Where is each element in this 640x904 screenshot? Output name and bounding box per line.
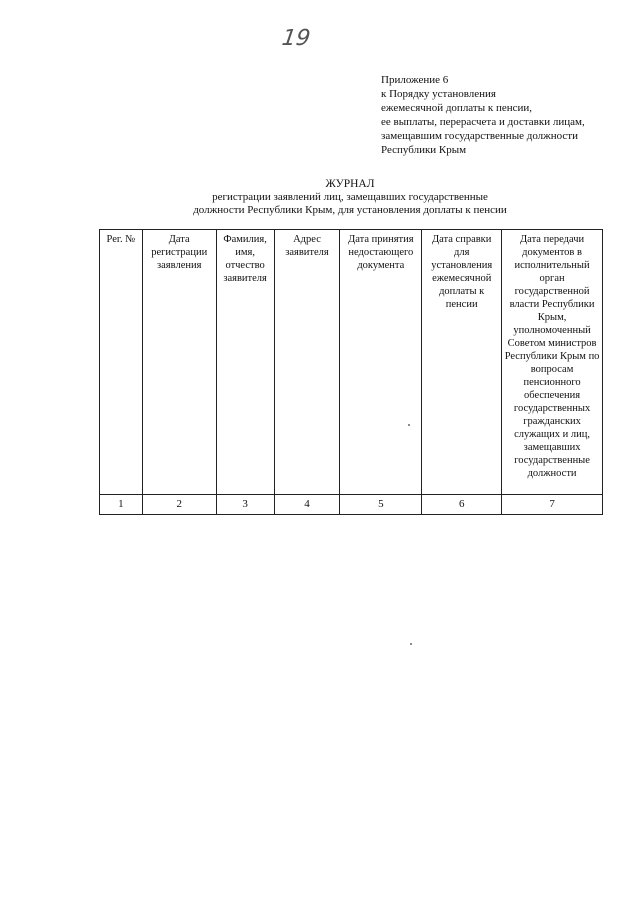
column-number-cell: 2 xyxy=(142,495,216,515)
column-number-cell: 3 xyxy=(216,495,274,515)
header-cell-registration-date: Дата регистрации заявления xyxy=(142,230,216,495)
column-number-cell: 7 xyxy=(502,495,603,515)
journal-heading xyxy=(0,178,640,217)
table-row xyxy=(100,495,603,515)
appendix-line: к Порядку установления xyxy=(381,88,496,100)
page-number: 19 xyxy=(280,26,312,51)
header-cell-certificate-date: Дата справки для установления ежемесячной доплаты к пенсии xyxy=(422,230,502,495)
appendix-line: замещавшим государственные должности xyxy=(381,130,578,142)
header-cell-missing-doc-date: Дата принятия недостающего документа xyxy=(340,230,422,495)
appendix-line: ежемесячной доплаты к пенсии, xyxy=(381,102,533,114)
journal-subtitle-line: регистрации заявлений лиц, замещавших государственные xyxy=(212,191,488,203)
journal-table xyxy=(99,229,603,515)
journal-title: ЖУРНАЛ xyxy=(325,178,375,190)
header-cell-reg-number: Рег. № xyxy=(100,230,143,495)
appendix-note xyxy=(381,73,621,157)
column-number-cell: 1 xyxy=(100,495,143,515)
appendix-line: Приложение 6 xyxy=(381,74,449,86)
appendix-line: ее выплаты, перерасчета и доставки лицам, xyxy=(381,116,585,128)
header-cell-transfer-date: Дата передачи документов в исполнительный орган государственной власти Республики Крым, уполномоченный Советом министров Республики Крым по вопросам пенсионного обеспечения государственных гражданских служащих и лиц, замещавших государственные должности xyxy=(502,230,603,495)
table-header-row xyxy=(100,230,603,495)
appendix-line: Республики Крым xyxy=(381,144,467,156)
header-cell-applicant-name: Фамилия, имя, отчество заявителя xyxy=(216,230,274,495)
journal-subtitle-line: должности Республики Крым, для установления доплаты к пенсии xyxy=(193,204,507,216)
column-number-cell: 5 xyxy=(340,495,422,515)
scan-speck xyxy=(408,424,410,426)
column-number-cell: 4 xyxy=(274,495,340,515)
header-cell-applicant-address: Адрес заявителя xyxy=(274,230,340,495)
column-number-cell: 6 xyxy=(422,495,502,515)
scan-speck xyxy=(410,643,412,645)
